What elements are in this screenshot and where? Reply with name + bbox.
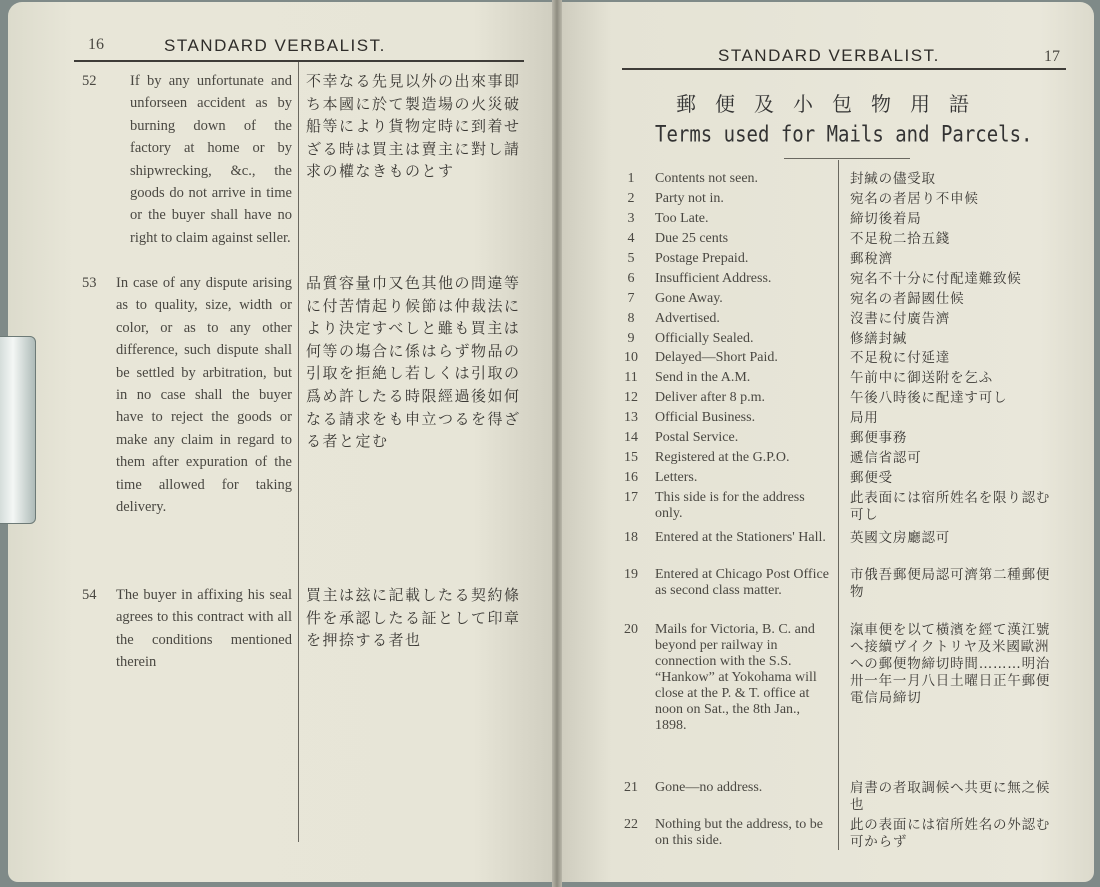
term-english: Send in the A.M. (655, 370, 751, 385)
entry-number: 53 (82, 275, 97, 291)
term-english: Nothing but the address, to be on this side. (655, 817, 823, 848)
term-japanese: 宛名の者歸國仕候 (850, 291, 965, 307)
book-gutter (552, 0, 562, 887)
term-number: 1 (627, 171, 635, 186)
term-number: 6 (627, 271, 635, 286)
term-english: Officially Sealed. (655, 331, 754, 346)
term-number: 15 (624, 450, 638, 465)
title-underline (784, 158, 910, 159)
left-page-number: 16 (88, 36, 104, 53)
term-japanese: 封緘の儘受取 (850, 171, 936, 187)
term-japanese: 郵稅濟 (850, 251, 893, 267)
term-english: Too Late. (655, 211, 709, 226)
right-page-number: 17 (1044, 48, 1060, 65)
term-number: 19 (624, 567, 638, 582)
term-japanese: 宛名の者居り不申候 (850, 191, 979, 207)
term-number: 8 (627, 311, 635, 326)
entry-english: The buyer in affixing his seal agrees to this contract with all the conditions mentioned therein (116, 587, 292, 671)
term-number: 9 (627, 331, 635, 346)
term-japanese: 午前中に御送附を乞ふ (850, 370, 993, 386)
term-number: 4 (627, 231, 635, 246)
term-number: 2 (627, 191, 635, 206)
term-english: Entered at the Stationers' Hall. (655, 530, 826, 545)
term-japanese: 修繕封緘 (850, 331, 908, 347)
term-japanese: 午後八時後に配達す可し (850, 390, 1008, 406)
entry-japanese: 品質容量巾又色其他の問違等に付苦情起り候節は仲裁法により決定すべしと雖も買主は何等の塲合に係はらず物品の引取を拒絶し若しくは引取の爲め許したる時限經過後如何なる請求をも申立つるを得ざる者と定む (306, 274, 521, 451)
right-header-rule (622, 68, 1066, 70)
glass-page-weight (0, 336, 36, 524)
term-number: 5 (627, 251, 635, 266)
entry-number: 52 (82, 73, 97, 89)
left-column-divider (298, 62, 299, 842)
term-japanese: 滊車便を以て橫濱を經て漢江號へ接續ヴイクトリヤ及米國歐洲への郵便物締切時間………明治卅一年一月八日土曜日正午郵便電信局締切 (850, 622, 1051, 706)
left-header-rule (74, 60, 524, 62)
term-english: Due 25 cents (655, 231, 729, 246)
section-title-english: Terms used for Mails and Parcels. (655, 122, 1033, 148)
term-number: 16 (624, 470, 638, 485)
term-english: Postage Prepaid. (655, 251, 749, 266)
term-japanese: 肩書の者取調候へ共更に無之候也 (850, 780, 1051, 813)
term-english: Advertised. (655, 311, 720, 326)
term-english: Letters. (655, 470, 698, 485)
term-english: This side is for the address only. (655, 490, 805, 521)
term-number: 22 (624, 817, 638, 832)
term-english: Delayed—Short Paid. (655, 350, 778, 365)
term-english: Registered at the G.P.O. (655, 450, 790, 465)
term-japanese: 此の表面には宿所姓名の外認む可からず (850, 817, 1051, 850)
term-english: Postal Service. (655, 430, 739, 445)
term-english: Official Business. (655, 410, 756, 425)
term-japanese: 郵便事務 (850, 430, 908, 446)
term-english: Gone—no address. (655, 780, 763, 795)
entry-number: 54 (82, 587, 97, 603)
right-column-divider (838, 160, 839, 850)
term-number: 17 (624, 490, 638, 505)
section-title-japanese: 郵便及小包物用語 (676, 92, 988, 116)
term-english: Contents not seen. (655, 171, 759, 186)
term-number: 12 (624, 390, 638, 405)
term-number: 3 (627, 211, 635, 226)
entry-english: In case of any dispute arising as to quality, size, width or color, or as to any other difference, such dispute shall be settled by arbitration, but in no case shall the buyer have to reject the goods or make any claim in regard to them after expuration of the time allowed for taking delivery. (116, 275, 292, 516)
term-number: 20 (624, 622, 638, 637)
term-english: Insufficient Address. (655, 271, 772, 286)
term-english: Party not in. (655, 191, 724, 206)
term-english: Mails for Victoria, B. C. and beyond per railway in connection with the S.S. “Hankow” at Yokohama will close at the P. & T. office at noon on Sat., the 8th Jan., 1898. (655, 622, 817, 733)
entry-english: If by any unfortunate and unforseen accident as by burning down of the factory at home or by shipwrecking, &c., the goods do not arrive in time or the buyer shall have no right to claim against seller. (130, 73, 292, 246)
term-japanese: 宛名不十分に付配達難致候 (850, 271, 1022, 287)
term-number: 10 (624, 350, 638, 365)
term-japanese: 此表面には宿所姓名を限り認む可し (850, 490, 1051, 523)
term-english: Deliver after 8 p.m. (655, 390, 766, 405)
term-japanese: 沒書に付廣告濟 (850, 311, 951, 327)
left-running-header: STANDARD VERBALIST. (164, 36, 386, 55)
term-japanese: 不足稅二拾五錢 (850, 231, 951, 247)
term-japanese: 遞信省認可 (850, 450, 922, 466)
term-japanese: 英國文房廳認可 (850, 530, 951, 546)
entry-japanese: 不幸なる先見以外の出來事即ち本國に於て製造場の火災破船等により貨物定時に到着せざる時は買主は賣主に對し請求の權なきものとす (306, 72, 521, 181)
term-japanese: 郵便受 (850, 470, 893, 486)
entry-japanese: 買主は玆に記載したる契約條件を承認したる証として印章を押捺する者也 (306, 586, 521, 650)
term-english: Gone Away. (655, 291, 723, 306)
term-number: 7 (627, 291, 635, 306)
term-japanese: 市俄吾郵便局認可濟第二種郵便物 (850, 567, 1051, 600)
term-number: 11 (624, 370, 638, 385)
term-japanese: 不足稅に付延達 (850, 350, 951, 366)
term-japanese: 局用 (850, 410, 879, 426)
term-japanese: 締切後着局 (850, 211, 922, 227)
term-number: 14 (624, 430, 638, 445)
term-english: Entered at Chicago Post Office as second class matter. (655, 567, 829, 598)
term-number: 21 (624, 780, 638, 795)
right-running-header: STANDARD VERBALIST. (718, 46, 940, 65)
term-number: 18 (624, 530, 638, 545)
term-number: 13 (624, 410, 638, 425)
